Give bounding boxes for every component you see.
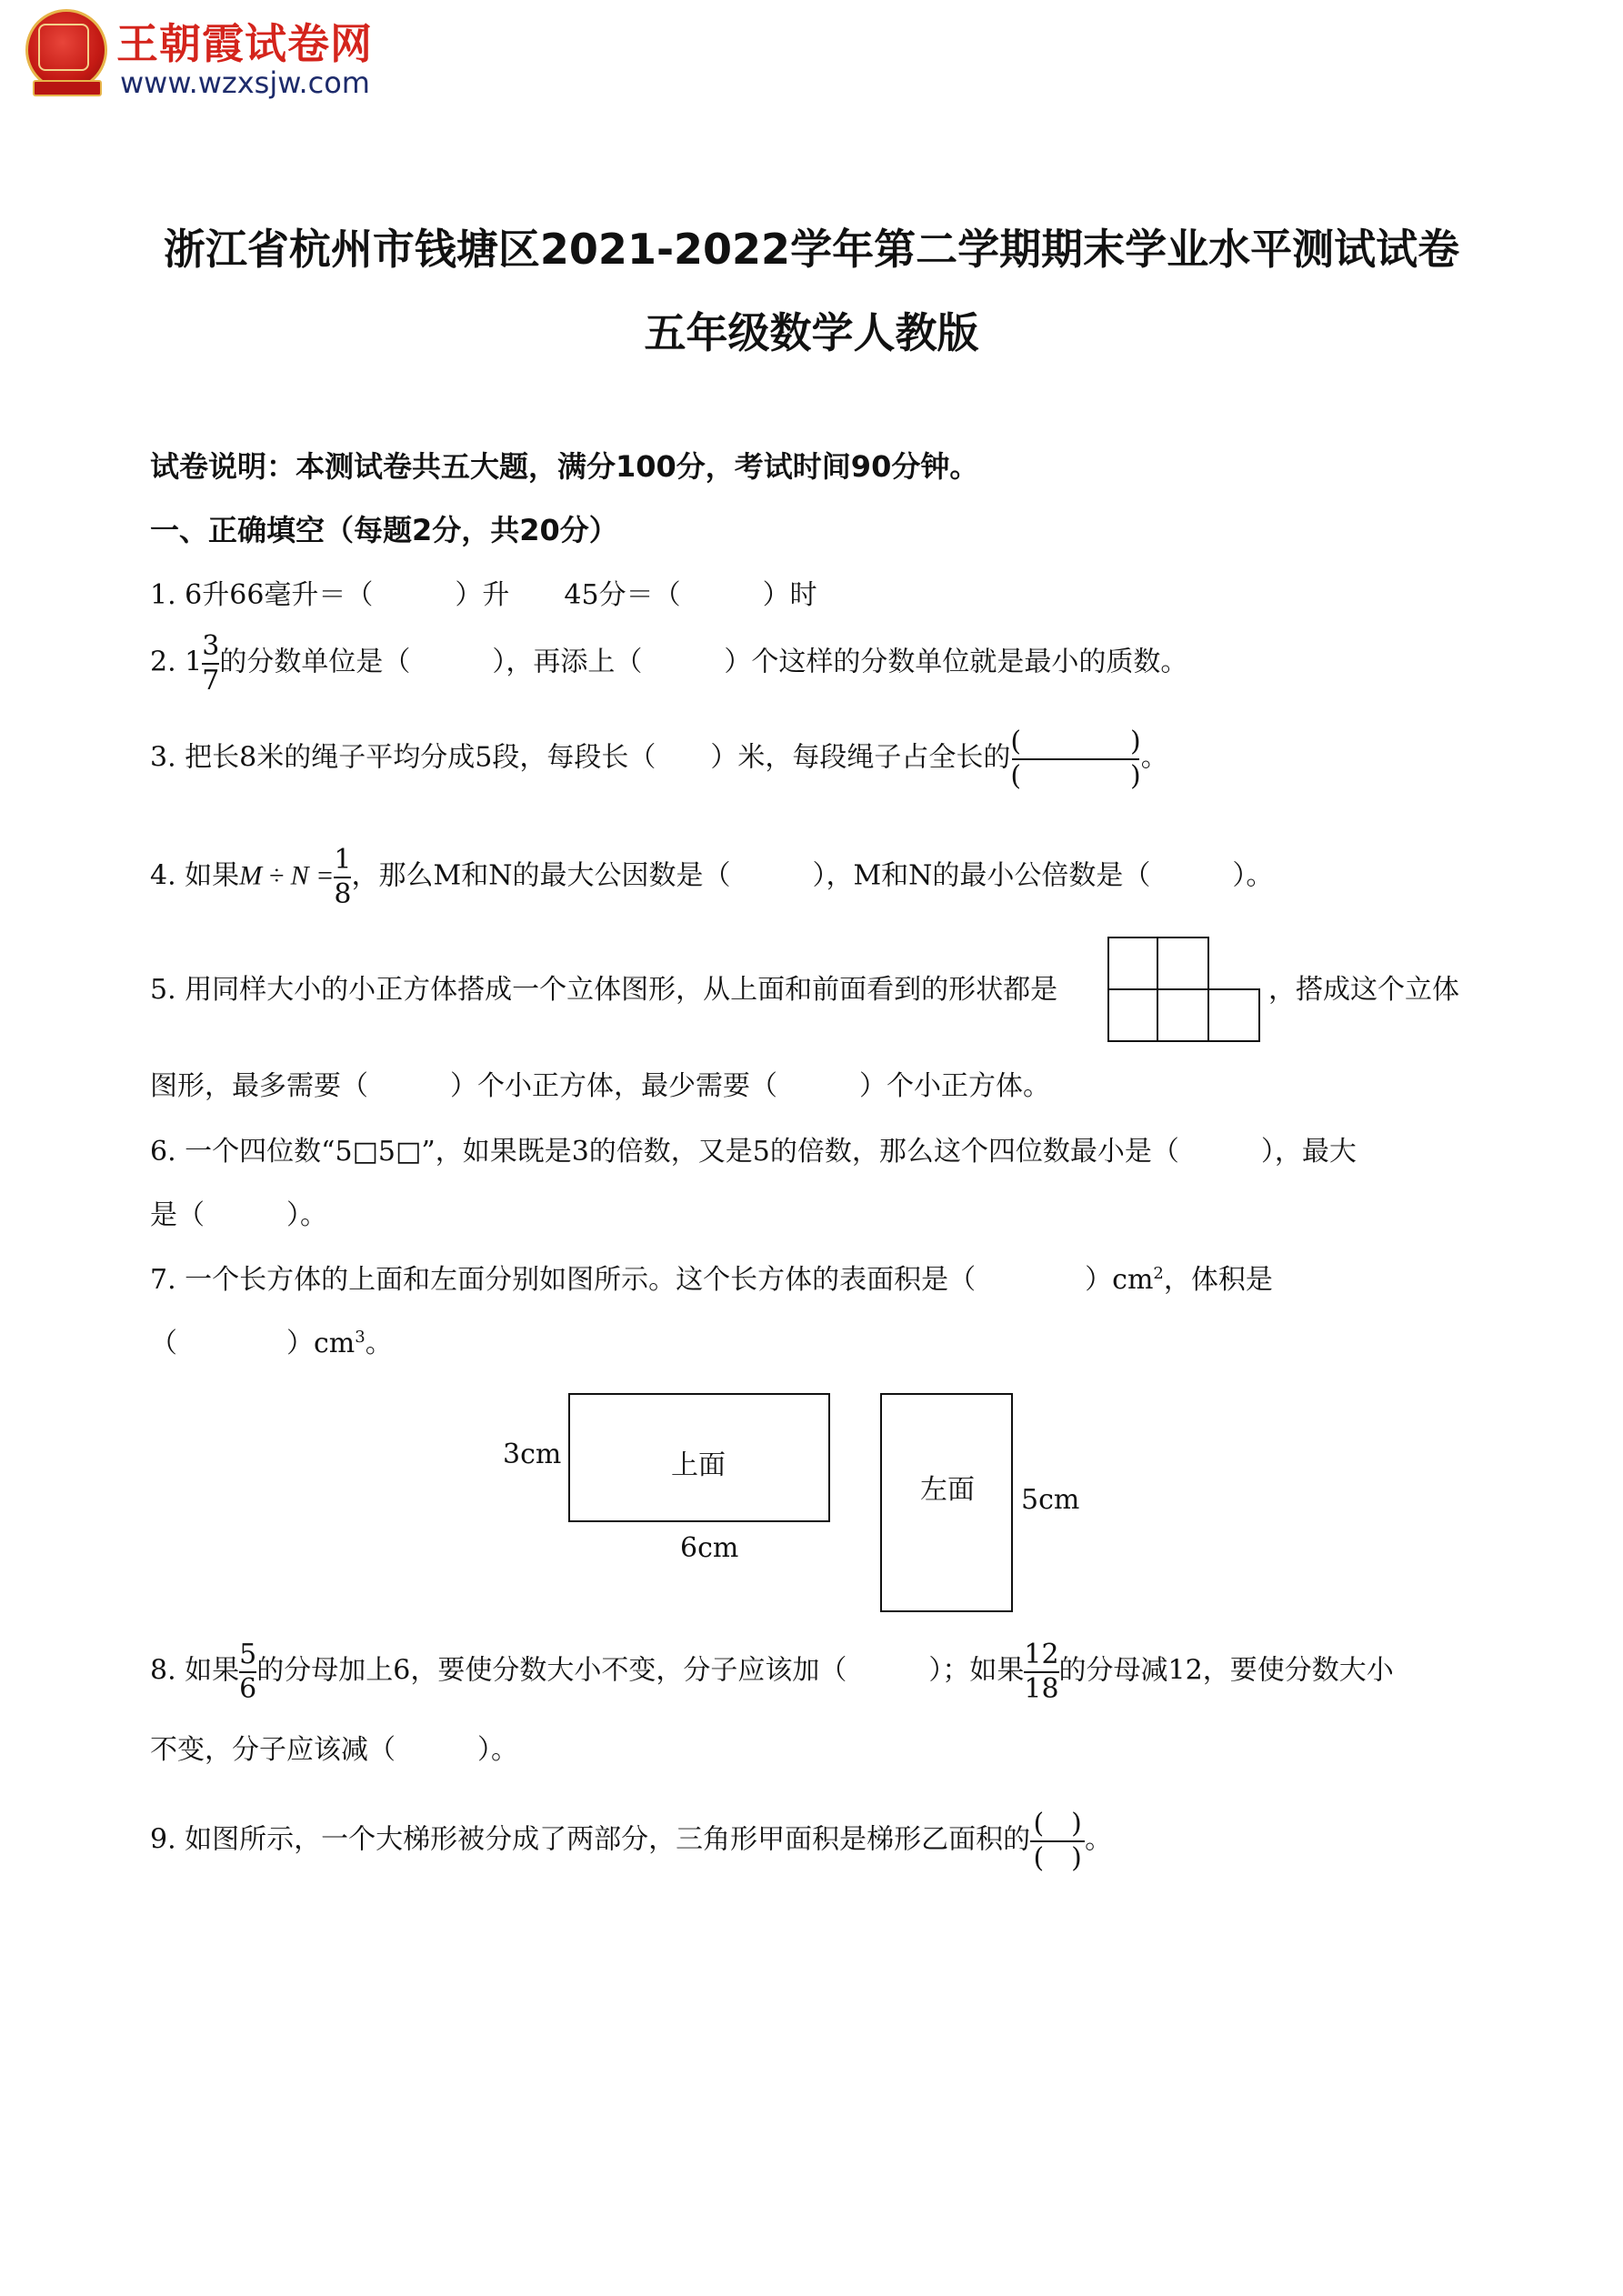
q9-fraction <box>1030 1810 1085 1872</box>
q5-square <box>1107 988 1158 1042</box>
question-7-line1 <box>150 1266 1273 1294</box>
q5-square <box>1107 937 1158 990</box>
q7-line2a: （ ）cm <box>150 1328 356 1359</box>
q9-denominator: ( ) <box>1033 1841 1082 1874</box>
q3-prefix: 3. 把长8米的绳子平均分成5段，每段长（ ）米，每段绳子占全长的 <box>150 741 1011 774</box>
q8-f1-numerator: 5 <box>239 1639 257 1670</box>
q9-suffix: 。 <box>1085 1823 1113 1856</box>
site-logo <box>25 9 407 109</box>
question-3 <box>150 727 1168 790</box>
question-5-line2: 图形，最多需要（ ）个小正方体，最少需要（ ）个小正方体。 <box>150 1070 1050 1102</box>
instructions: 试卷说明：本测试卷共五大题，满分100分，考试时间90分钟。 <box>150 449 979 484</box>
q8-fraction-1 <box>239 1640 256 1703</box>
q8-mid: 的分母加上6，要使分数大小不变，分子应该加（ ）；如果 <box>256 1654 1025 1687</box>
q3-fraction <box>1010 727 1140 790</box>
q4-fraction <box>334 846 351 908</box>
top-height-label: 3cm <box>503 1439 562 1470</box>
q9-prefix: 9. 如图所示，一个大梯形被分成了两部分，三角形甲面积是梯形乙面积的 <box>150 1823 1031 1856</box>
q3-denominator: ( ) <box>1010 759 1141 792</box>
question-7-line2 <box>150 1329 393 1358</box>
page-title: 浙江省杭州市钱塘区2021-2022学年第二学期期末学业水平测试试卷 <box>163 225 1460 274</box>
q7-line1b: ，体积是 <box>1163 1264 1273 1296</box>
q8-f1-denominator: 6 <box>239 1672 257 1705</box>
question-1: 1. 6升66毫升＝（ ）升 45分＝（ ）时 <box>150 579 817 611</box>
q4-denominator: 8 <box>334 877 352 910</box>
q8-f2-numerator: 12 <box>1024 1639 1059 1670</box>
brand-url[interactable]: www.wzxsjw.com <box>120 65 370 100</box>
q2-fraction <box>202 632 219 695</box>
left-height-label: 5cm <box>1021 1484 1080 1516</box>
question-4 <box>150 846 1273 908</box>
q4-numerator: 1 <box>334 844 352 876</box>
section-heading: 一、正确填空（每题2分，共20分） <box>150 513 618 547</box>
question-8-line2: 不变，分子应该减（ ）。 <box>150 1734 518 1766</box>
question-5-line1a: 5. 用同样大小的小正方体搭成一个立体图形，从上面和前面看到的形状都是 <box>150 974 1058 1006</box>
q5-square <box>1207 988 1260 1042</box>
q7-sup3: 3 <box>355 1328 366 1347</box>
q5-square <box>1157 937 1209 990</box>
q7-sup2: 2 <box>1153 1264 1164 1283</box>
q2-suffix: 的分数单位是（ ），再添上（ ）个这样的分数单位就是最小的质数。 <box>219 646 1188 678</box>
q8-fraction-2 <box>1024 1640 1058 1703</box>
question-8-line1 <box>150 1640 1394 1703</box>
question-9 <box>150 1810 1112 1872</box>
left-face-label: 左面 <box>920 1474 975 1506</box>
question-6-line2: 是（ ）。 <box>150 1199 327 1231</box>
q2-numerator: 3 <box>202 630 220 662</box>
top-width-label: 6cm <box>680 1532 739 1564</box>
question-6-line1: 6. 一个四位数“5□5□”，如果既是3的倍数，又是5的倍数，那么这个四位数最小是（ ），最大 <box>150 1136 1357 1168</box>
q3-suffix: 。 <box>1140 741 1168 774</box>
question-2 <box>150 632 1187 695</box>
q4-math: M ÷ N = <box>239 860 335 891</box>
q7-line1a: 7. 一个长方体的上面和左面分别如图所示。这个长方体的表面积是（ ）cm <box>150 1264 1154 1296</box>
question-5-line1b: ，搭成这个立体 <box>1268 974 1459 1006</box>
page-subtitle: 五年级数学人教版 <box>644 308 979 357</box>
q2-denominator: 7 <box>202 664 220 697</box>
q7-line2b: 。 <box>365 1328 393 1359</box>
q8-f2-denominator: 18 <box>1024 1672 1059 1705</box>
seal-inner <box>38 24 89 71</box>
q9-numerator: ( ) <box>1033 1808 1082 1840</box>
q4-suffix: ，那么M和N的最大公因数是（ ），M和N的最小公倍数是（ ）。 <box>351 859 1274 892</box>
q5-square <box>1157 988 1209 1042</box>
brand-name: 王朝霞试卷网 <box>116 19 373 68</box>
q8-suffix: 的分母减12，要使分数大小 <box>1058 1654 1394 1687</box>
q2-prefix: 2. 1 <box>150 646 203 678</box>
seal-ribbon <box>33 80 102 96</box>
top-face-label: 上面 <box>671 1449 726 1481</box>
q3-numerator: ( ) <box>1010 726 1141 757</box>
q4-prefix: 4. 如果 <box>150 859 240 892</box>
q8-prefix: 8. 如果 <box>150 1654 240 1687</box>
